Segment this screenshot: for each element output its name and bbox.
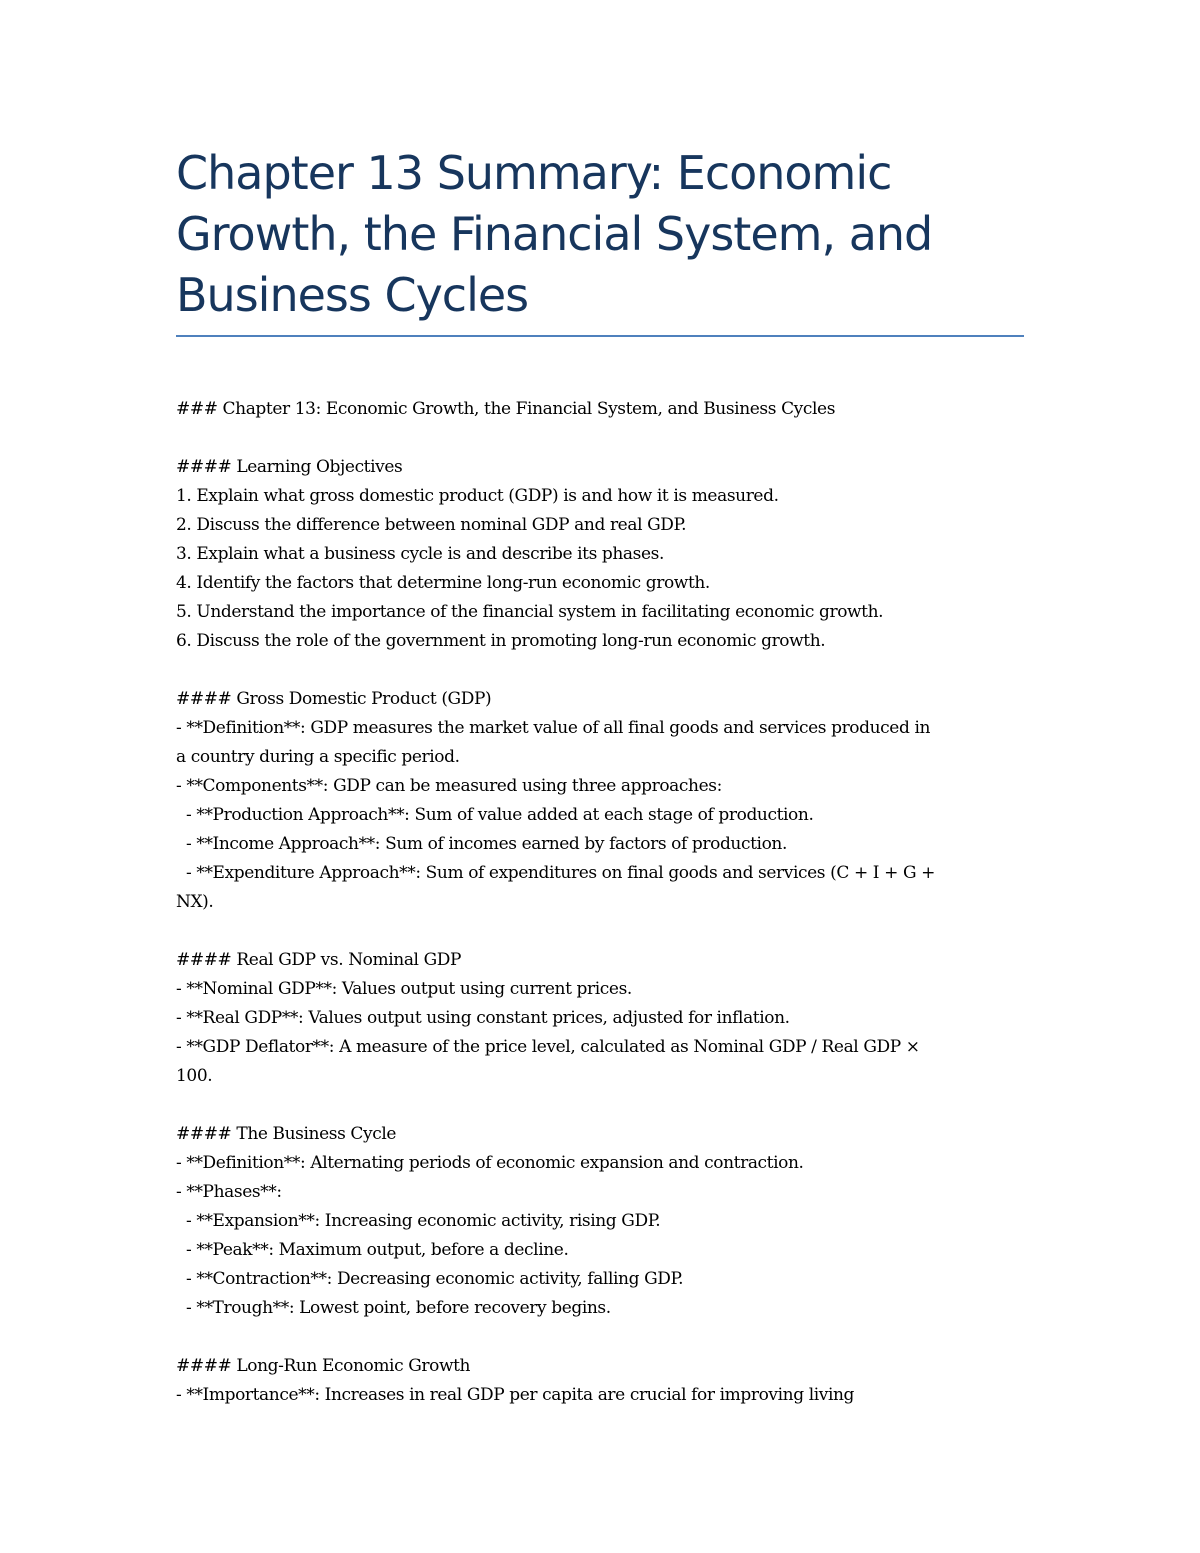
objective-item: 4. Identify the factors that determine long-run economic growth. [176,573,710,593]
objective-item: 3. Explain what a business cycle is and describe its phases. [176,544,664,564]
section-heading: #### The Business Cycle [176,1124,397,1144]
title-underline-rule [176,335,1024,337]
objective-item: 6. Discuss the role of the government in promoting long-run economic growth. [176,631,826,651]
bullet-item: - **Components**: GDP can be measured using three approaches: [176,776,722,796]
objective-item: 2. Discuss the difference between nominal GDP and real GDP. [176,515,687,535]
document-body [176,395,1024,1410]
section-heading: #### Long-Run Economic Growth [176,1356,471,1376]
objective-item: 100. [176,1066,213,1086]
sub-bullet-item: - **Expansion**: Increasing economic activity, rising GDP. [176,1211,661,1231]
title-line: Chapter 13 Summary: Economic [176,146,892,200]
bullet-item: - **Real GDP**: Values output using constant prices, adjusted for inflation. [176,1008,790,1028]
title-line: Business Cycles [176,268,529,322]
bullet-item: - **GDP Deflator**: A measure of the price level, calculated as Nominal GDP / Real GDP × [176,1037,920,1057]
sub-bullet-item: - **Income Approach**: Sum of incomes earned by factors of production. [176,834,787,854]
blank-line [176,1091,1024,1120]
bullet-item: - **Nominal GDP**: Values output using current prices. [176,979,632,999]
bullet-item: - **Importance**: Increases in real GDP per capita are crucial for improving living [176,1385,855,1405]
section-heading: #### Learning Objectives [176,457,403,477]
title-line: Growth, the Financial System, and [176,207,933,261]
objective-item: 5. Understand the importance of the financial system in facilitating economic growth. [176,602,884,622]
document-title [176,143,1026,326]
sub-bullet-item: - **Production Approach**: Sum of value added at each stage of production. [176,805,814,825]
section-heading: #### Real GDP vs. Nominal GDP [176,950,462,970]
bullet-item: - **Phases**: [176,1182,282,1202]
sub-bullet-item: - **Peak**: Maximum output, before a decline. [176,1240,569,1260]
bullet-item: - **Definition**: Alternating periods of economic expansion and contraction. [176,1153,804,1173]
body-line: a country during a specific period. [176,747,460,767]
chapter-heading: ### Chapter 13: Economic Growth, the Financial System, and Business Cycles [176,399,836,419]
sub-bullet-item: - **Trough**: Lowest point, before recovery begins. [176,1298,611,1318]
section-heading: #### Gross Domestic Product (GDP) [176,689,492,709]
bullet-item: - **Definition**: GDP measures the market value of all final goods and services produced in [176,718,931,738]
blank-line [176,1323,1024,1352]
blank-line [176,424,1024,453]
sub-bullet-item: - **Contraction**: Decreasing economic activity, falling GDP. [176,1269,684,1289]
blank-line [176,917,1024,946]
sub-bullet-item: - **Expenditure Approach**: Sum of expenditures on final goods and services (C + I + G + [176,863,935,883]
body-line: NX). [176,892,214,912]
blank-line [176,656,1024,685]
objective-item: 1. Explain what gross domestic product (GDP) is and how it is measured. [176,486,779,506]
